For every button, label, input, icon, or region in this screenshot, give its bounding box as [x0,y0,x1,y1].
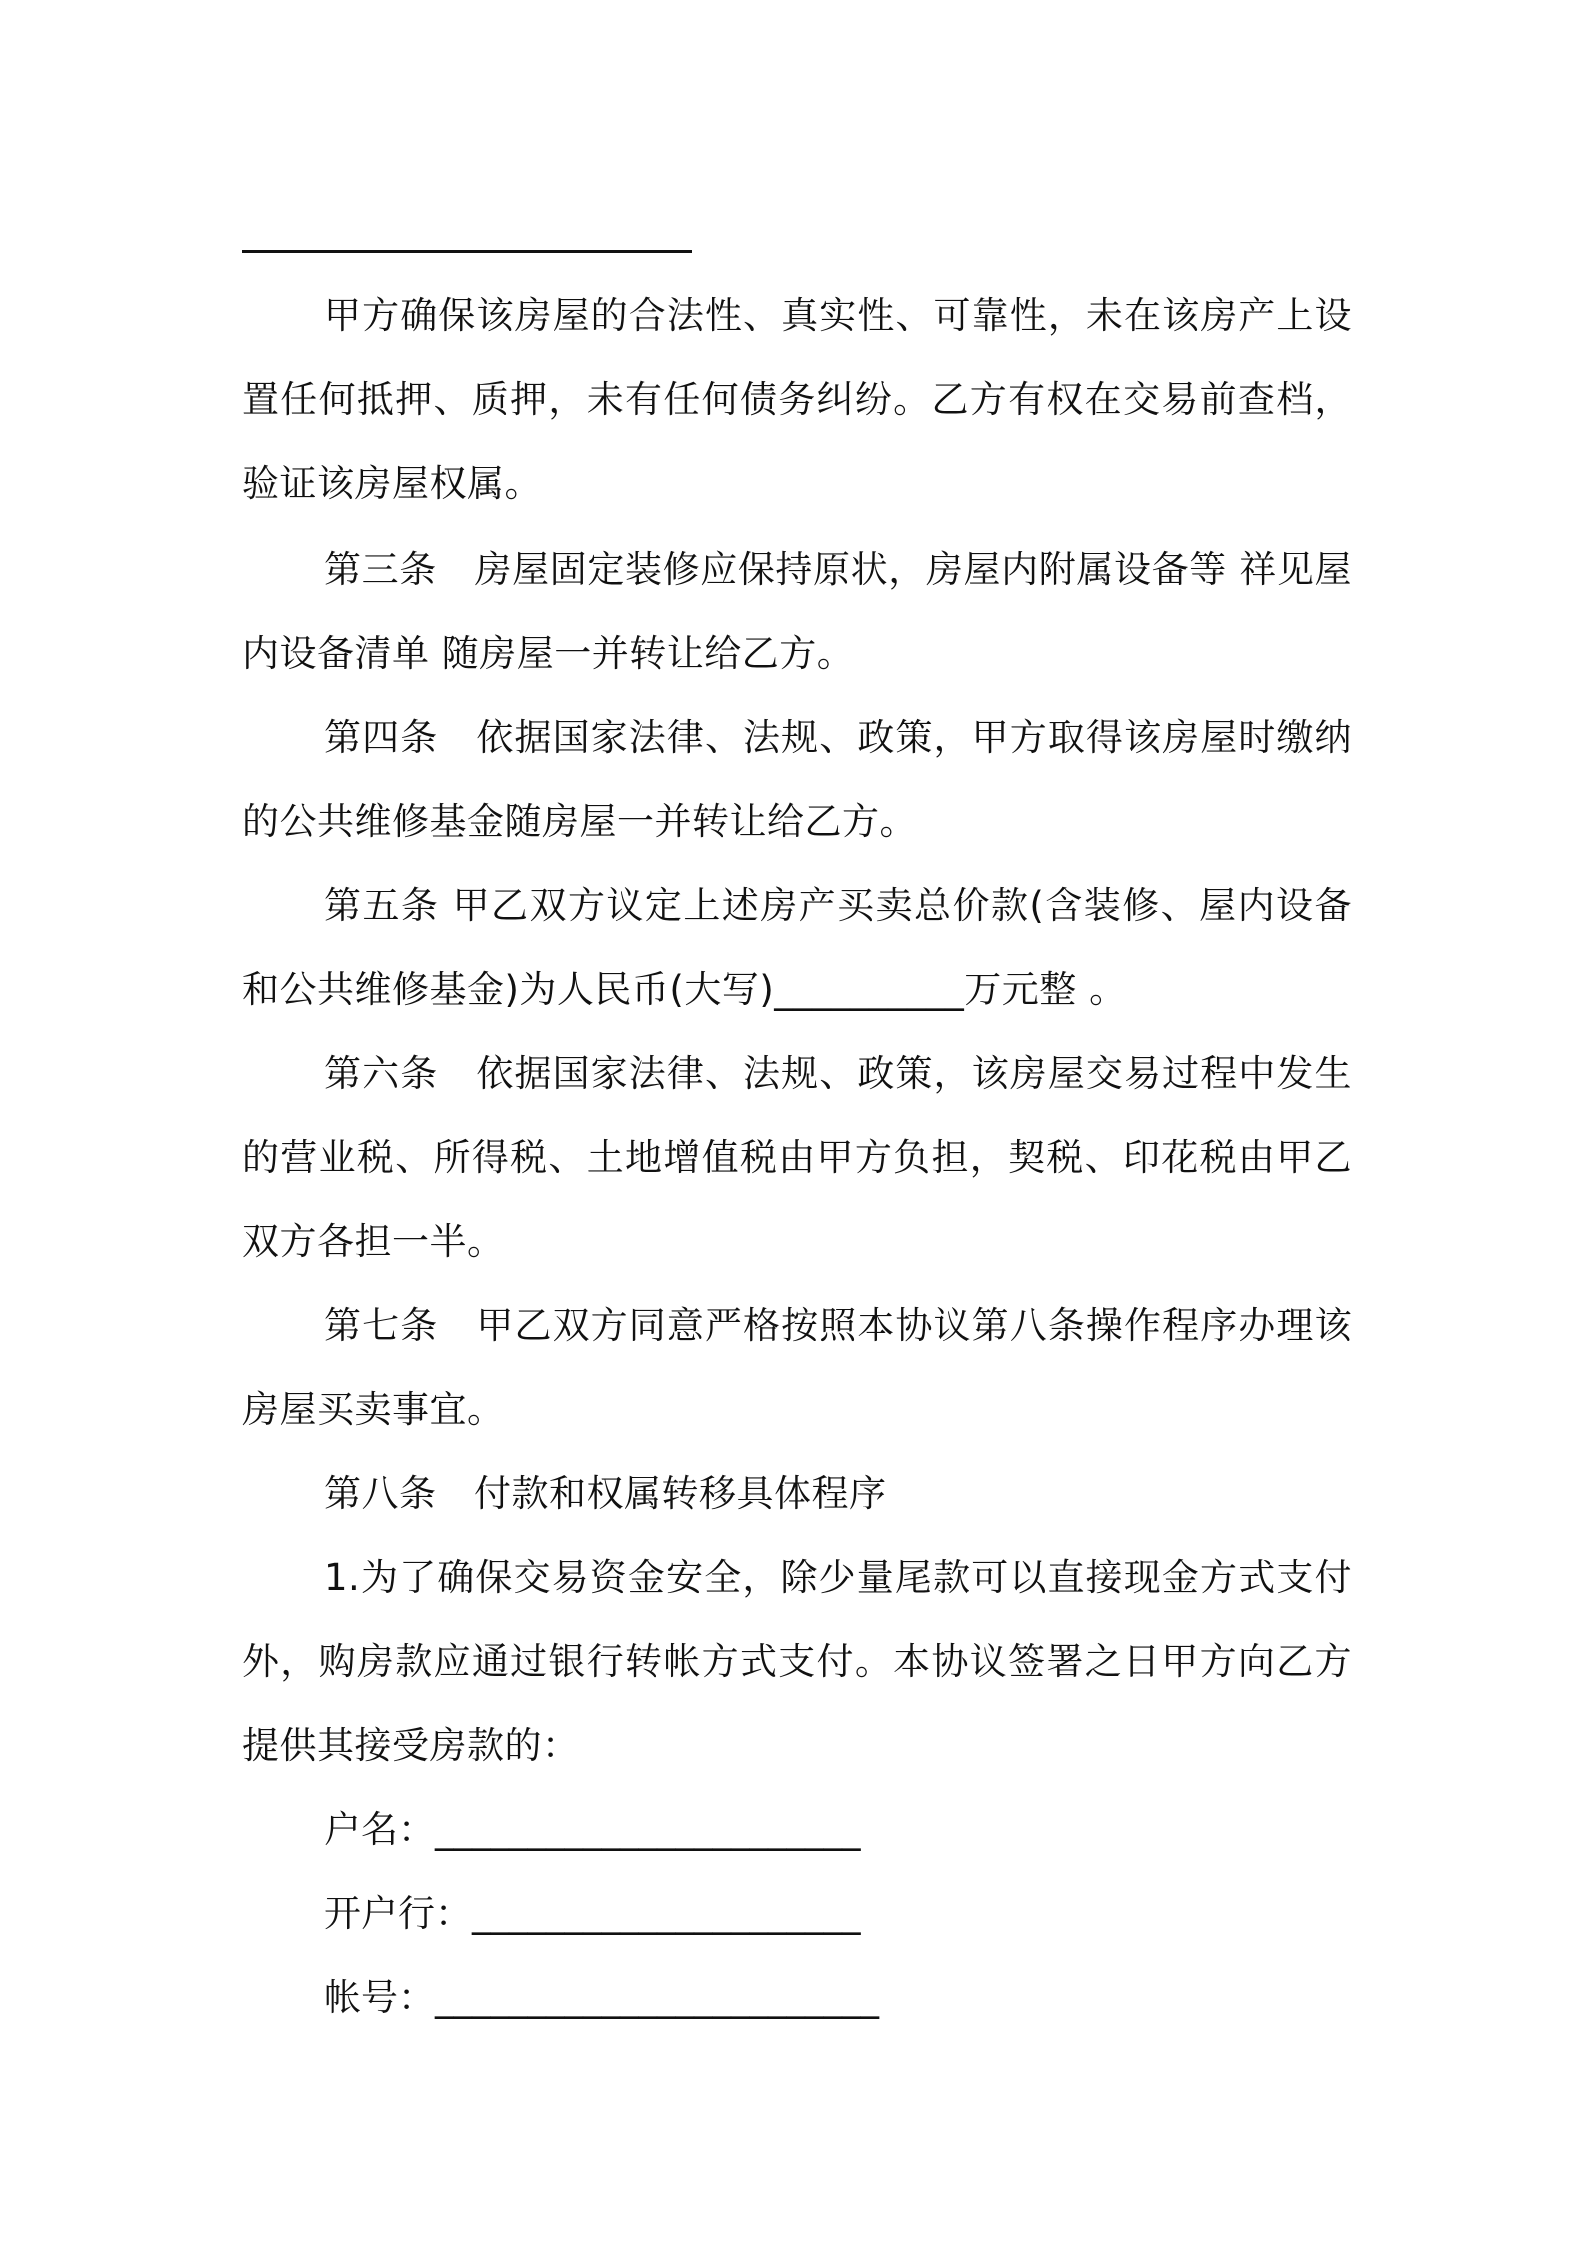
paragraph-article-7: 第七条 甲乙双方同意严格按照本协议第八条操作程序办理该房屋买卖事宜。 [242,1304,1352,1431]
bank-field: 开户行：_____________________ [324,1892,861,1935]
paragraph-article-4: 第四条 依据国家法律、法规、政策，甲方取得该房屋时缴纳的公共维修基金随房屋一并转让给乙方。 [242,716,1352,843]
paragraph-article-3: 第三条 房屋固定装修应保持原状，房屋内附属设备等 祥见屋内设备清单 随房屋一并转让给乙方。 [242,548,1352,675]
account-name-field: 户名：_______________________ [324,1808,861,1851]
paragraph-guarantee: 甲方确保该房屋的合法性、真实性、可靠性，未在该房产上设置任何抵押、质押，未有任何债务纠纷。乙方有权在交易前查档，验证该房屋权属。 [242,294,1352,505]
account-number-field: 帐号：________________________ [324,1976,879,2019]
paragraph-article-8-heading: 第八条 付款和权属转移具体程序 [324,1472,887,1515]
paragraph-article-5: 第五条 甲乙双方议定上述房产买卖总价款(含装修、屋内设备和公共维修基金)为人民币(大写)__________万元整 。 [242,884,1352,1011]
paragraph-article-6: 第六条 依据国家法律、法规、政策，该房屋交易过程中发生的营业税、所得税、土地增值税由甲方负担，契税、印花税由甲乙双方各担一半。 [242,1052,1352,1263]
top-blank-line [242,250,692,253]
paragraph-payment-procedure: 1.为了确保交易资金安全，除少量尾款可以直接现金方式支付外，购房款应通过银行转帐方式支付。本协议签署之日甲方向乙方提供其接受房款的： [242,1556,1352,1767]
